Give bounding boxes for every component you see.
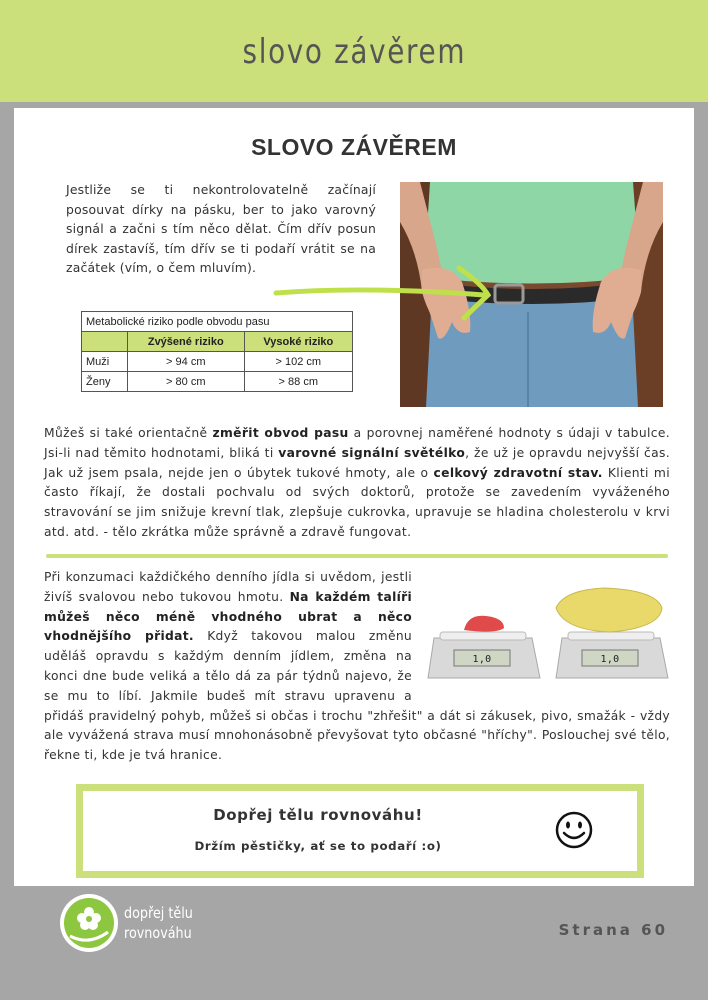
risk-table-cell: > 94 cm	[127, 352, 244, 372]
intro-paragraph: Jestliže se ti nekontrolovatelně začínají posouvat dírky na pásku, ber to jako varovný signál a začni s tím něco dělat. Čím dřív posun dírek zastavíš, tím dřív se ti podaří vrátit se na začátek (vím, o čem mluvím).	[66, 182, 376, 276]
right-scale-display: 1,0	[600, 654, 620, 665]
closing-title: Dopřej tělu rovnováhu!	[213, 806, 423, 824]
header-band	[0, 0, 708, 102]
table-row	[82, 372, 353, 392]
page-number: Strana 60	[558, 921, 668, 939]
text-run: Když takovou malou změnu uděláš opravdu s každým denním jídlem, změna na konci dne bude veliká a tělo dá za pár týdnů najevo, že se mu to líbí. Jakmile budeš mít stravu upravenu a přidáš pravidelný pohyb, můžeš si občas i trochu "zhřešit" a dát si zákusek, pivo, smažák - vždy ale vyvážená strava musí mnohonásobně převyšovat tyto občasné "hříchy". Poslouchej své tělo, řekne ti, kde je tvá hranice.	[44, 629, 670, 763]
risk-table-cell: > 102 cm	[244, 352, 352, 372]
risk-table-caption: Metabolické riziko podle obvodu pasu	[82, 312, 353, 332]
meal-paragraph	[44, 568, 670, 766]
text-run: Při konzumaci každičkého denního jídla si uvědom, jestli živíš svalovou nebo tukovou hmotu.	[44, 570, 412, 604]
left-scale-display: 1,0	[472, 654, 492, 665]
risk-table-cell: > 80 cm	[127, 372, 244, 392]
risk-table-cell: Ženy	[82, 372, 128, 392]
smiley-icon	[553, 809, 595, 851]
logo-text-line: dopřej tělu	[124, 904, 193, 922]
bold-run: změřit obvod pasu	[212, 426, 349, 440]
bold-run: celkový zdravotní stav.	[433, 465, 603, 480]
table-row	[82, 352, 353, 372]
kitchen-scales-image	[424, 578, 670, 698]
risk-table-header	[82, 332, 128, 352]
risk-table-header: Zvýšené riziko	[127, 332, 244, 352]
bold-run: Na každém talíři můžeš něco méně vhodného ubrat a něco vhodnějšího přidat.	[44, 589, 412, 644]
text-run: a porovnej naměřené hodnoty s údaji v tabulce. Jsi-li nad těmito hodnotami, bliká ti	[44, 426, 671, 460]
page-title: SLOVO ZÁVĚREM	[251, 134, 457, 160]
risk-table-header: Vysoké riziko	[244, 332, 352, 352]
risk-table-cell: Muži	[82, 352, 128, 372]
risk-table-cell: > 88 cm	[244, 372, 352, 392]
text-run: , že už je opravdu nejvyšší čas. Jak už jsem psala, nejde jen o úbytek tukové hmoty, ale o	[44, 445, 671, 480]
section-divider	[46, 554, 668, 558]
closing-box	[76, 784, 644, 878]
logo-text-line: rovnováhu	[124, 924, 192, 942]
bold-run: varovné signální světélko	[278, 445, 466, 460]
waist-paragraph	[44, 424, 670, 543]
closing-subtitle: Držím pěstičky, ať se to podaří :o)	[194, 839, 442, 853]
page-content	[14, 108, 694, 886]
logo-icon	[58, 892, 120, 954]
logo-text	[124, 903, 193, 943]
header-title: slovo závěrem	[242, 32, 466, 72]
text-run: Klienti mi často říkají, že dostali pochvalu od svých doktorů, protože se zavedením vyváženého stravování se jim snižuje krevní tlak, zlepšuje cukrovka, upravuje se hladina cholesterolu v krvi atd. atd. - tělo zkrátka může správně a zdravě fungovat.	[44, 465, 670, 539]
text-run: Můžeš si také orientačně	[44, 426, 213, 440]
risk-table	[81, 311, 353, 392]
kitchen-scales-illustration	[424, 578, 670, 698]
